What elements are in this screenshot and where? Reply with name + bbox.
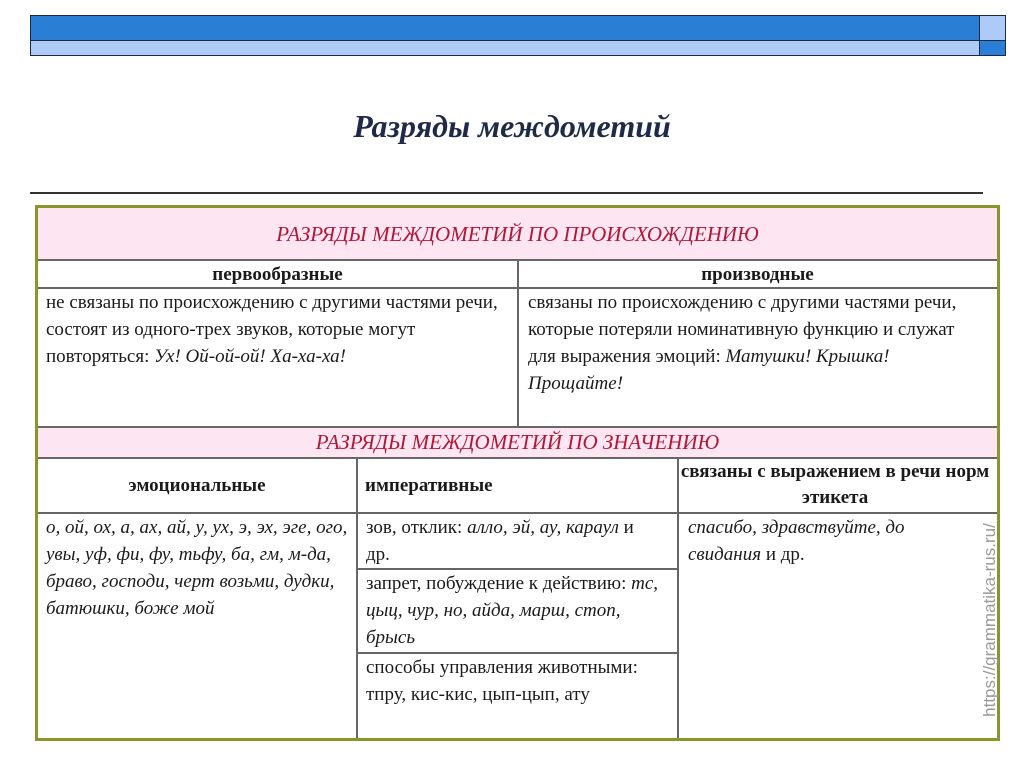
header-derived: производные	[701, 264, 814, 285]
emotional-examples: о, ой, ох, а, ах, ай, у, ух, э, эх, эге, ого, увы, уф, фи, фу, тьфу, ба, гм, м-да, браво, господи, черт возьми, дудки, батюшки, боже мой	[46, 517, 348, 619]
header-square	[979, 40, 1006, 56]
derived-description: связаны по происхождению с другими частями речи, которые потеряли номинативную функцию и служат для выражения эмоций: Матушки! Крышка! Прощайте!	[528, 292, 957, 394]
header-emotional: эмоциональные	[128, 475, 266, 496]
imperative-prohibition: запрет, побуждение к действию: тс, цыц, чур, но, айда, марш, стоп, брысь	[366, 573, 659, 648]
primary-description: не связаны по происхождению с другими частями речи, состоят из одного-трех звуков, которые могут повторяться: Ух! Ой-ой-ой! Ха-ха-ха!	[46, 292, 498, 367]
section-meaning-header: РАЗРЯДЫ МЕЖДОМЕТИЙ ПО ЗНАЧЕНИЮ	[38, 428, 997, 457]
header-imperative: императивные	[365, 475, 493, 496]
watermark: https://grammatika-rus.ru/	[980, 523, 999, 717]
section-origin-header: РАЗРЯДЫ МЕЖДОМЕТИЙ ПО ПРОИСХОЖДЕНИЮ	[38, 208, 997, 260]
header-bar	[30, 15, 980, 41]
header-primary: первообразные	[212, 264, 343, 285]
divider	[30, 192, 983, 194]
etiquette-examples: спасибо, здравствуйте, до свидания и др.	[688, 517, 905, 565]
page-title: Разряды междометий	[353, 108, 671, 144]
imperative-call: зов, отклик: алло, эй, ау, караул и др.	[366, 517, 634, 565]
header-bar-light	[30, 40, 980, 56]
imperative-animals: способы управления животными: тпру, кис-кис, цып-цып, ату	[366, 657, 638, 705]
header-square	[979, 15, 1006, 41]
header-etiquette: связаны с выражением в речи норм этикета	[680, 461, 990, 508]
